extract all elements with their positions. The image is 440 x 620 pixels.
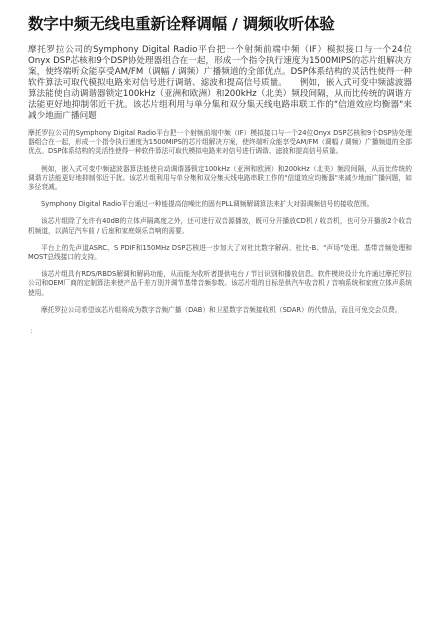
body-paragraph-4: 该芯片组除了允许有40dB的立体声隔离度之外，还可进行双音源播放，既可分开播放CD机 / 收音机，也可分开播放2个收音机频道，以满足汽车前 / 后座和家庭娱乐音响的需要。 (28, 217, 412, 235)
body-paragraph-7: 摩托罗拉公司希望该芯片组将成为数字音频广播（DAB）和卫星数字音频接收机（SDAR）的代替品，而且可免交会员费。 (41, 305, 402, 314)
body-paragraph-6: 该芯片组具有RDS/RBDS解调和解码功能，从而能为收听者提供电台 / 节目识别和播放信息。软件模块设计允许通过摩托罗拉公司和OEM厂商的定制算法来使产品千差万别并调节基带音频参数。该芯片组的目标是供汽车收音机 / 音响系统和家庭立体声系统使用。 (28, 270, 412, 297)
body-paragraph-3: Symphony Digital Radio平台通过一种能提高信噪比的固有PLL调频解调算法来扩大对弱调频信号的接收范围。 (41, 200, 374, 209)
body-paragraph-1: 摩托罗拉公司的Symphony Digital Radio平台把一个射频前端中频（IF）模拟接口与一个24位Onyx DSP芯核和9个DSP协处理器组合在一起，形成一个指令执行速度为1500MIPS的芯片组解决方案，使终端听众能享受AM/FM（调幅 / 调频）广播频道的全部优点。DSP体系结构的灵活性使得一种软件算法可取代模拟电路来对信号进行调谐、滤波和提高信号质量。 (28, 129, 412, 156)
body-paragraph-2: 例如，嵌入式可变中频滤波器算法能使自动调谐器锁定100kHz（亚洲和欧洲）和200kHz（北美）频段间隔，从而比传统的调谐方法能更好地抑制邻近干扰。该芯片组利用与单分集和双分集天线电路串联工作的"信道效应均衡器"来减少地面广播问题，如多径衰减。 (28, 164, 412, 192)
body-paragraph-5: 平台上的先声道ASRC、S PDIF和150MHz DSP芯核进一步加大了对杜比数字解码、杜比-B、"声场"处理、基带音频处理和MOST总线接口的支持。 (28, 243, 412, 262)
stray-mark: : (30, 327, 33, 336)
page-title: 数字中频无线电重新诠释调幅 / 调频收听体验 (28, 15, 335, 33)
intro-paragraph: 摩托罗拉公司的Symphony Digital Radio平台把一个射频前端中频（IF）模拟接口与一个24位Onyx DSP芯核和9个DSP协处理器组合在一起，形成一个指令执行速度为1500MIPS的芯片组解决方案，使终端听众能享受AM/FM（调幅 / 调频）广播频道的全部优点。DSP体系结构的灵活性使得一种软件算法可取代模拟电路来对信号进行调谐、滤波和提高信号质量。 例如，嵌入式可变中频滤波器算法能使自动调谐器锁定100kHz（亚洲和欧洲）和200kHz（北美）频段间隔，从而比传统的调谐方法能更好地抑制邻近干扰。该芯片组利用与单分集和双分集天线电路串联工作的"信道效应均衡器"来减少地面广播问题 (28, 45, 412, 121)
